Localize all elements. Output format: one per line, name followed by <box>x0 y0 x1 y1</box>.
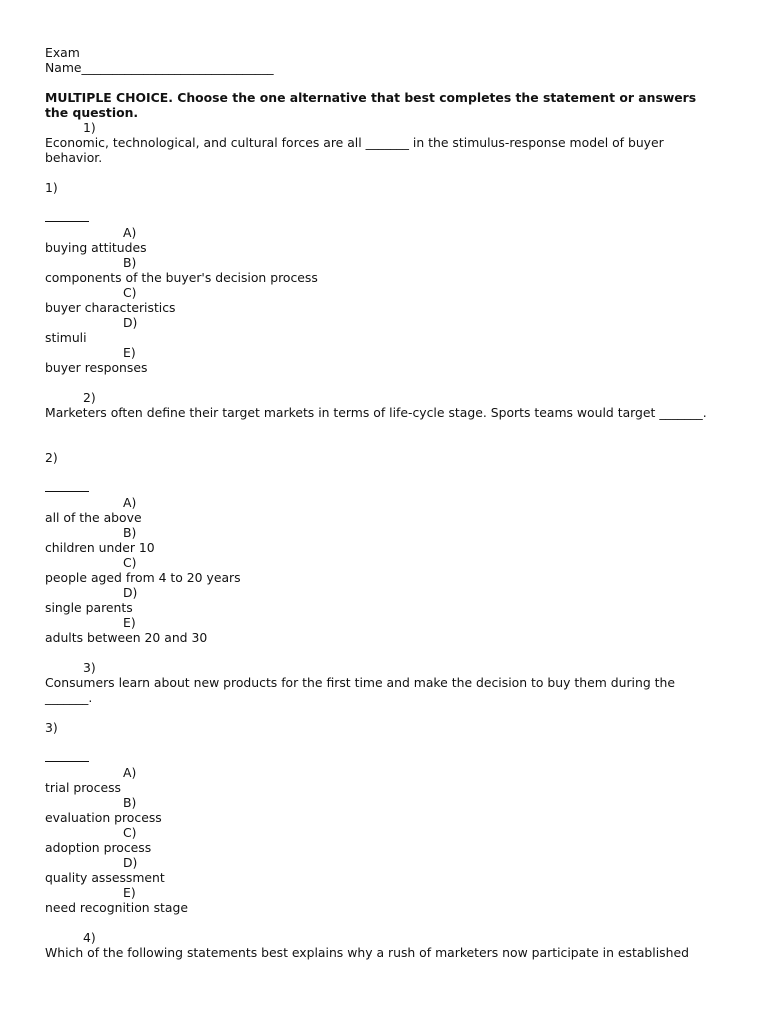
question-text: Consumers learn about new products for the first time and make the decision to buy them during the <box>45 675 675 690</box>
option-text: all of the above <box>45 510 142 525</box>
exam-page <box>45 45 745 960</box>
question-number: 3) <box>83 660 96 675</box>
instructions-line-2: the question. <box>45 105 139 120</box>
answer-label: 2) <box>45 450 58 465</box>
instructions-line-1: MULTIPLE CHOICE. Choose the one alternative that best completes the statement or answers <box>45 90 697 105</box>
option-text: need recognition stage <box>45 900 188 915</box>
option-letter: C) <box>123 555 137 570</box>
answer-label: 1) <box>45 180 58 195</box>
question-1 <box>45 120 745 375</box>
question-text: Economic, technological, and cultural forces are all _______ in the stimulus-response model of buyer <box>45 135 664 150</box>
question-number: 2) <box>83 390 96 405</box>
answer-label: 3) <box>45 720 58 735</box>
option-letter: E) <box>123 615 136 630</box>
option-letter: B) <box>123 255 137 270</box>
option-letter: C) <box>123 825 137 840</box>
question-text: Marketers often define their target markets in terms of life-cycle stage. Sports teams would target _______. <box>45 405 707 420</box>
question-2 <box>45 390 745 645</box>
option-letter: D) <box>123 585 138 600</box>
answer-blank <box>45 750 745 765</box>
option-letter: C) <box>123 285 137 300</box>
option-letter: D) <box>123 315 138 330</box>
option-text: buyer responses <box>45 360 148 375</box>
option-text: stimuli <box>45 330 87 345</box>
option-text: buying attitudes <box>45 240 147 255</box>
option-text: trial process <box>45 780 121 795</box>
question-text: _______. <box>45 690 93 705</box>
name-field: Name_______________________________ <box>45 60 274 75</box>
option-letter: B) <box>123 795 137 810</box>
option-letter: A) <box>123 765 137 780</box>
option-text: components of the buyer's decision process <box>45 270 318 285</box>
option-letter: E) <box>123 345 136 360</box>
answer-blank <box>45 480 745 495</box>
option-letter: D) <box>123 855 138 870</box>
option-text: buyer characteristics <box>45 300 176 315</box>
question-text: Which of the following statements best explains why a rush of marketers now participate in established <box>45 945 689 960</box>
answer-blank <box>45 210 745 225</box>
option-letter: A) <box>123 225 137 240</box>
question-number: 1) <box>83 120 96 135</box>
option-text: quality assessment <box>45 870 165 885</box>
option-text: adoption process <box>45 840 152 855</box>
option-text: people aged from 4 to 20 years <box>45 570 241 585</box>
option-text: evaluation process <box>45 810 162 825</box>
exam-label: Exam <box>45 45 80 60</box>
option-letter: E) <box>123 885 136 900</box>
question-text: behavior. <box>45 150 103 165</box>
option-text: single parents <box>45 600 133 615</box>
option-text: children under 10 <box>45 540 155 555</box>
question-3 <box>45 660 745 915</box>
option-text: adults between 20 and 30 <box>45 630 208 645</box>
option-letter: B) <box>123 525 137 540</box>
option-letter: A) <box>123 495 137 510</box>
question-4 <box>45 930 745 960</box>
question-number: 4) <box>83 930 96 945</box>
